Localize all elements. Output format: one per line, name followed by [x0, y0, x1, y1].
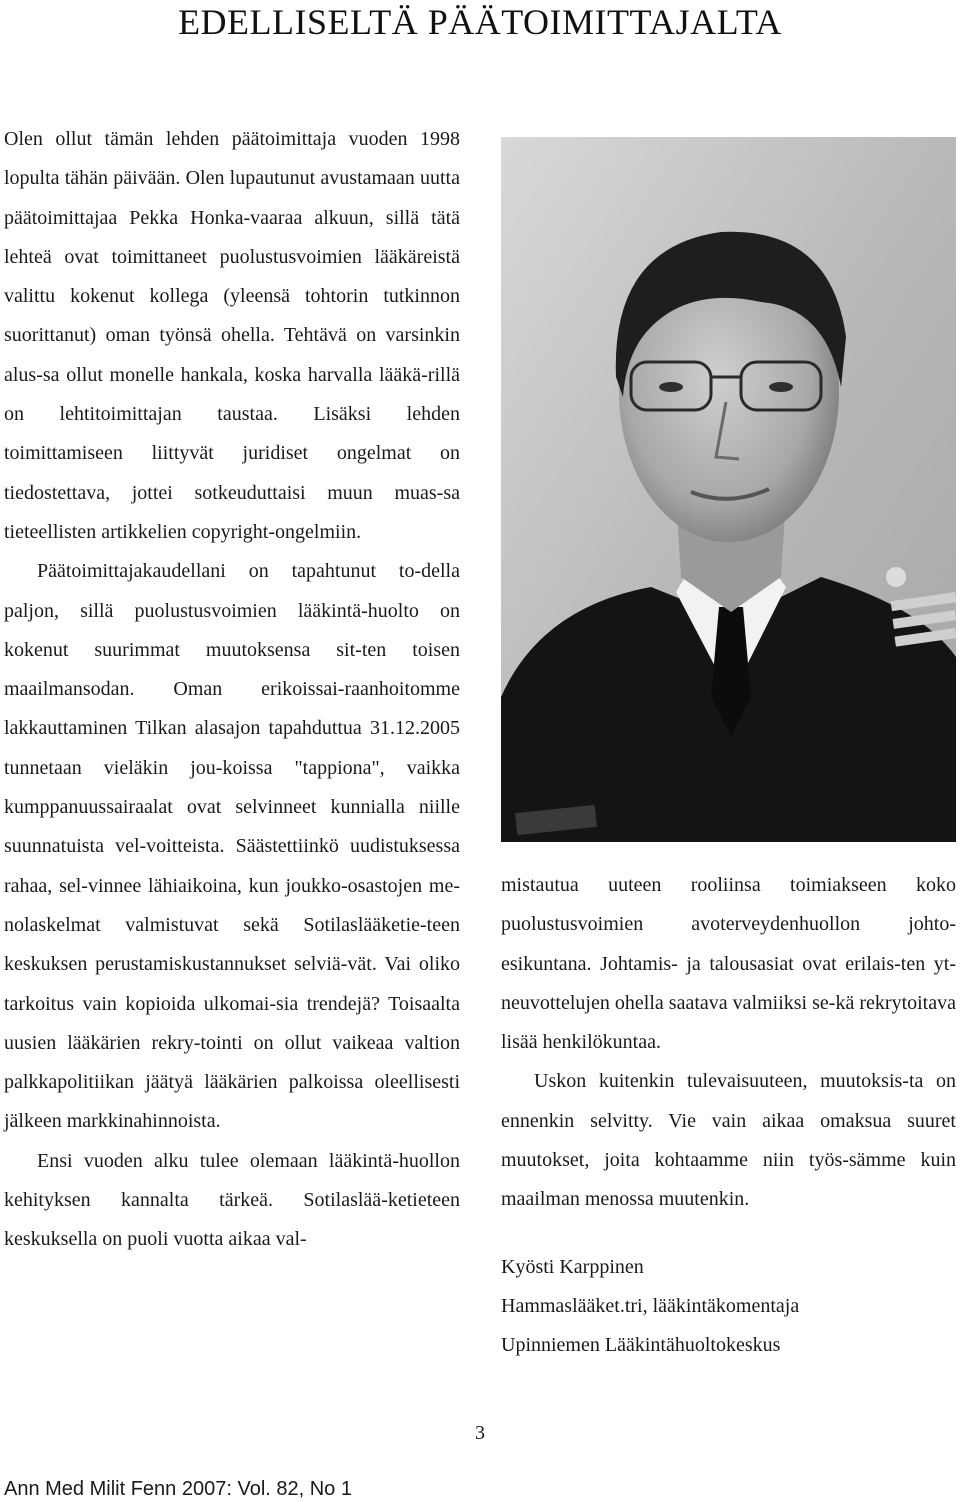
- paragraph-5: Uskon kuitenkin tulevaisuuteen, muutoksis-ta on ennenkin selvitty. Vie vain aikaa omaksua suuret muutokset, joita kohtaamme niin työs-sämme kuin maailman menossa muutenkin.: [501, 1070, 956, 1211]
- page-number: 3: [475, 1422, 485, 1444]
- journal-footer: Ann Med Milit Fenn 2007: Vol. 82, No 1: [4, 1478, 352, 1500]
- article-left-column: [4, 120, 460, 1260]
- article-right-column: [501, 866, 956, 1366]
- portrait-illustration: [501, 137, 956, 842]
- paragraph-4: mistautua uuteen rooliinsa toimiakseen koko puolustusvoimien avoterveydenhuollon johto-esikuntana. Johtamis- ja talousasiat ovat erilais-ten yt-neuvottelujen ohella saatava valmiiksi se-kä rekrytoitava lisää henkilökuntaa.: [501, 874, 956, 1054]
- paragraph-2: Päätoimittajakaudellani on tapahtunut to-della paljon, sillä puolustusvoimien lääkintä-huolto on kokenut suurimmat muutoksensa sit-ten toisen maailmansodan. Oman erikoissai-raanhoitomme lakkauttaminen Tilkan alasajon tapahduttua 31.12.2005 tunnetaan vieläkin jou-koissa "tappiona", vaikka kumppanuussairaalat ovat selvinneet kunnialla niille suunnatuista vel-voitteista. Säästettiinkö uudistuksessa rahaa, sel-vinnee lähiaikoina, kun joukko-osastojen me-nolaskelmat valmistuvat sekä Sotilaslääketie-teen keskuksen perustamiskustannukset selviä-vät. Vai oliko tarkoitus vain kopioida ulkomai-sia trendejä? Toisaalta uusien lääkärien rekry-tointi on ollut vaikeaa valtion palkkapolitiikan jäätyä lääkärien palkoissa oleellisesti jälkeen markkinahinnoista.: [4, 560, 460, 1133]
- signature-spacer: [501, 1220, 956, 1248]
- paragraph-1: Olen ollut tämän lehden päätoimittaja vuoden 1998 lopulta tähän päivään. Olen lupautunut avustamaan uutta päätoimittajaa Pekka Honka-vaaraa alkuun, sillä tätä lehteä ovat toimittaneet puolustusvoimien lääkäreistä valittu kokenut kollega (yleensä tohtorin tutkinnon suorittanut) oman työnsä ohella. Tehtävä on varsinkin alus-sa ollut monelle hankala, koska harvalla lääkä-rillä on lehtitoimittajan taustaa. Lisäksi lehden toimittamiseen liittyvät juridiset ongelmat on tiedostettava, jottei sotkeuduttaisi muun muas-sa tieteellisten artikkelien copyright-ongelmiin.: [4, 128, 460, 543]
- author-title: Hammaslääket.tri, lääkintäkomentaja: [501, 1294, 800, 1317]
- author-name: Kyösti Karppinen: [501, 1255, 644, 1278]
- author-portrait-photo: [501, 137, 956, 842]
- page-title: EDELLISELTÄ PÄÄTOIMITTAJALTA: [178, 2, 782, 42]
- signature-block: [501, 1248, 956, 1366]
- paragraph-3: Ensi vuoden alku tulee olemaan lääkintä-huollon kehityksen kannalta tärkeä. Sotilaslää-ketieteen keskuksella on puoli vuotta aikaa val-: [4, 1149, 460, 1251]
- author-organization: Upinniemen Lääkintähuoltokeskus: [501, 1334, 781, 1357]
